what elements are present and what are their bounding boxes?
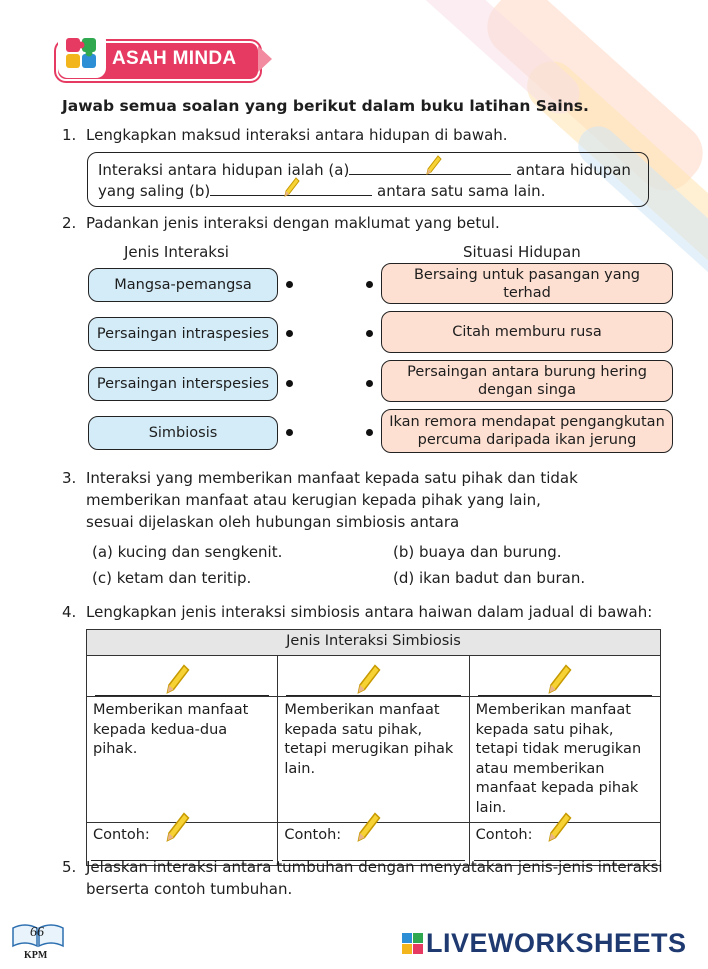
match-right-item[interactable]: Bersaing untuk pasangan yang terhad (381, 263, 673, 304)
q3-option-d[interactable]: (d) ikan badut dan buran. (393, 569, 586, 587)
q1-line2 (98, 180, 545, 202)
q1-line1-after: antara hidupan (516, 161, 631, 179)
q3-line3: sesuai dijelaskan oleh hubungan simbiosis antara (86, 513, 460, 531)
q3-option-a[interactable]: (a) kucing dan sengkenit. (92, 543, 283, 561)
match-right-item[interactable]: Persaingan antara burung hering dengan singa (381, 360, 673, 402)
q2-right-header: Situasi Hidupan (463, 243, 581, 261)
liveworksheets-brand: LIVEWORKSHEETS (426, 928, 687, 958)
q4-number: 4. (62, 603, 77, 621)
example-label: Contoh: (284, 827, 342, 843)
match-dot-right[interactable] (366, 380, 373, 387)
match-left-item[interactable]: Persaingan interspesies (88, 367, 278, 401)
section-title: ASAH MINDA (112, 48, 237, 69)
q5-line1: Jelaskan interaksi antara tumbuhan dengan menyatakan jenis-jenis interaksi (86, 858, 663, 876)
q4-prompt: Lengkapkan jenis interaksi simbiosis antara haiwan dalam jadual di bawah: (86, 603, 653, 621)
match-left-item[interactable]: Persaingan intraspesies (88, 317, 278, 351)
chevron-decor (258, 46, 272, 72)
q3-line2: memberikan manfaat atau kerugian kepada pihak yang lain, (86, 491, 541, 509)
match-right-item[interactable]: Ikan remora mendapat pengangkutan percuma daripada ikan jerung (381, 409, 673, 453)
pencil-icon (357, 664, 381, 694)
description-cell: Memberikan manfaat kepada satu pihak, tetapi tidak merugikan atau memberikan manfaat kepada pihak lain. (469, 697, 660, 823)
instruction: Jawab semua soalan yang berikut dalam buku latihan Sains. (62, 97, 589, 115)
example-label: Contoh: (475, 827, 533, 843)
pencil-icon (166, 664, 190, 694)
match-dot-right[interactable] (366, 330, 373, 337)
q3-option-b[interactable]: (b) buaya dan burung. (393, 543, 562, 561)
q1-line1-text: Interaksi antara hidupan ialah (a) (98, 161, 350, 179)
pencil-icon (426, 155, 442, 175)
q1-prompt: Lengkapkan maksud interaksi antara hidupan di bawah. (86, 126, 508, 144)
q2-prompt: Padankan jenis interaksi dengan maklumat yang betul. (86, 214, 500, 232)
match-left-item[interactable]: Mangsa-pemangsa (88, 268, 278, 302)
q1-line2-after: antara satu sama lain. (377, 182, 546, 200)
match-dot-left[interactable] (286, 429, 293, 436)
match-dot-right[interactable] (366, 429, 373, 436)
match-right-item[interactable]: Citah memburu rusa (381, 311, 673, 353)
pencil-icon (284, 177, 300, 197)
pencil-icon (548, 812, 572, 842)
q2-number: 2. (62, 214, 77, 232)
match-dot-right[interactable] (366, 281, 373, 288)
match-left-item[interactable]: Simbiosis (88, 416, 278, 450)
description-cell: Memberikan manfaat kepada satu pihak, tetapi merugikan pihak lain. (278, 697, 469, 823)
q5-line2: berserta contoh tumbuhan. (86, 880, 293, 898)
q1-number: 1. (62, 126, 77, 144)
pencil-icon (357, 812, 381, 842)
example-label: Contoh: (93, 827, 150, 843)
match-dot-left[interactable] (286, 380, 293, 387)
q1-line1 (98, 159, 631, 181)
q5-number: 5. (62, 858, 77, 876)
match-dot-left[interactable] (286, 330, 293, 337)
liveworksheets-logo-icon (402, 933, 424, 955)
puzzle-icon (58, 30, 106, 78)
page-number: 66 (30, 925, 44, 940)
table-header: Jenis Interaksi Simbiosis (87, 630, 661, 656)
description-cell: Memberikan manfaat kepada kedua-dua pihak. (87, 697, 278, 823)
q3-option-c[interactable]: (c) ketam dan teritip. (92, 569, 252, 587)
q1-line2-text: yang saling (b) (98, 182, 211, 200)
q2-left-header: Jenis Interaksi (124, 243, 229, 261)
pencil-icon (548, 664, 572, 694)
q3-line1: Interaksi yang memberikan manfaat kepada satu pihak dan tidak (86, 469, 578, 487)
match-dot-left[interactable] (286, 281, 293, 288)
q3-number: 3. (62, 469, 77, 487)
pencil-icon (166, 812, 190, 842)
publisher-label: KPM (24, 950, 48, 961)
